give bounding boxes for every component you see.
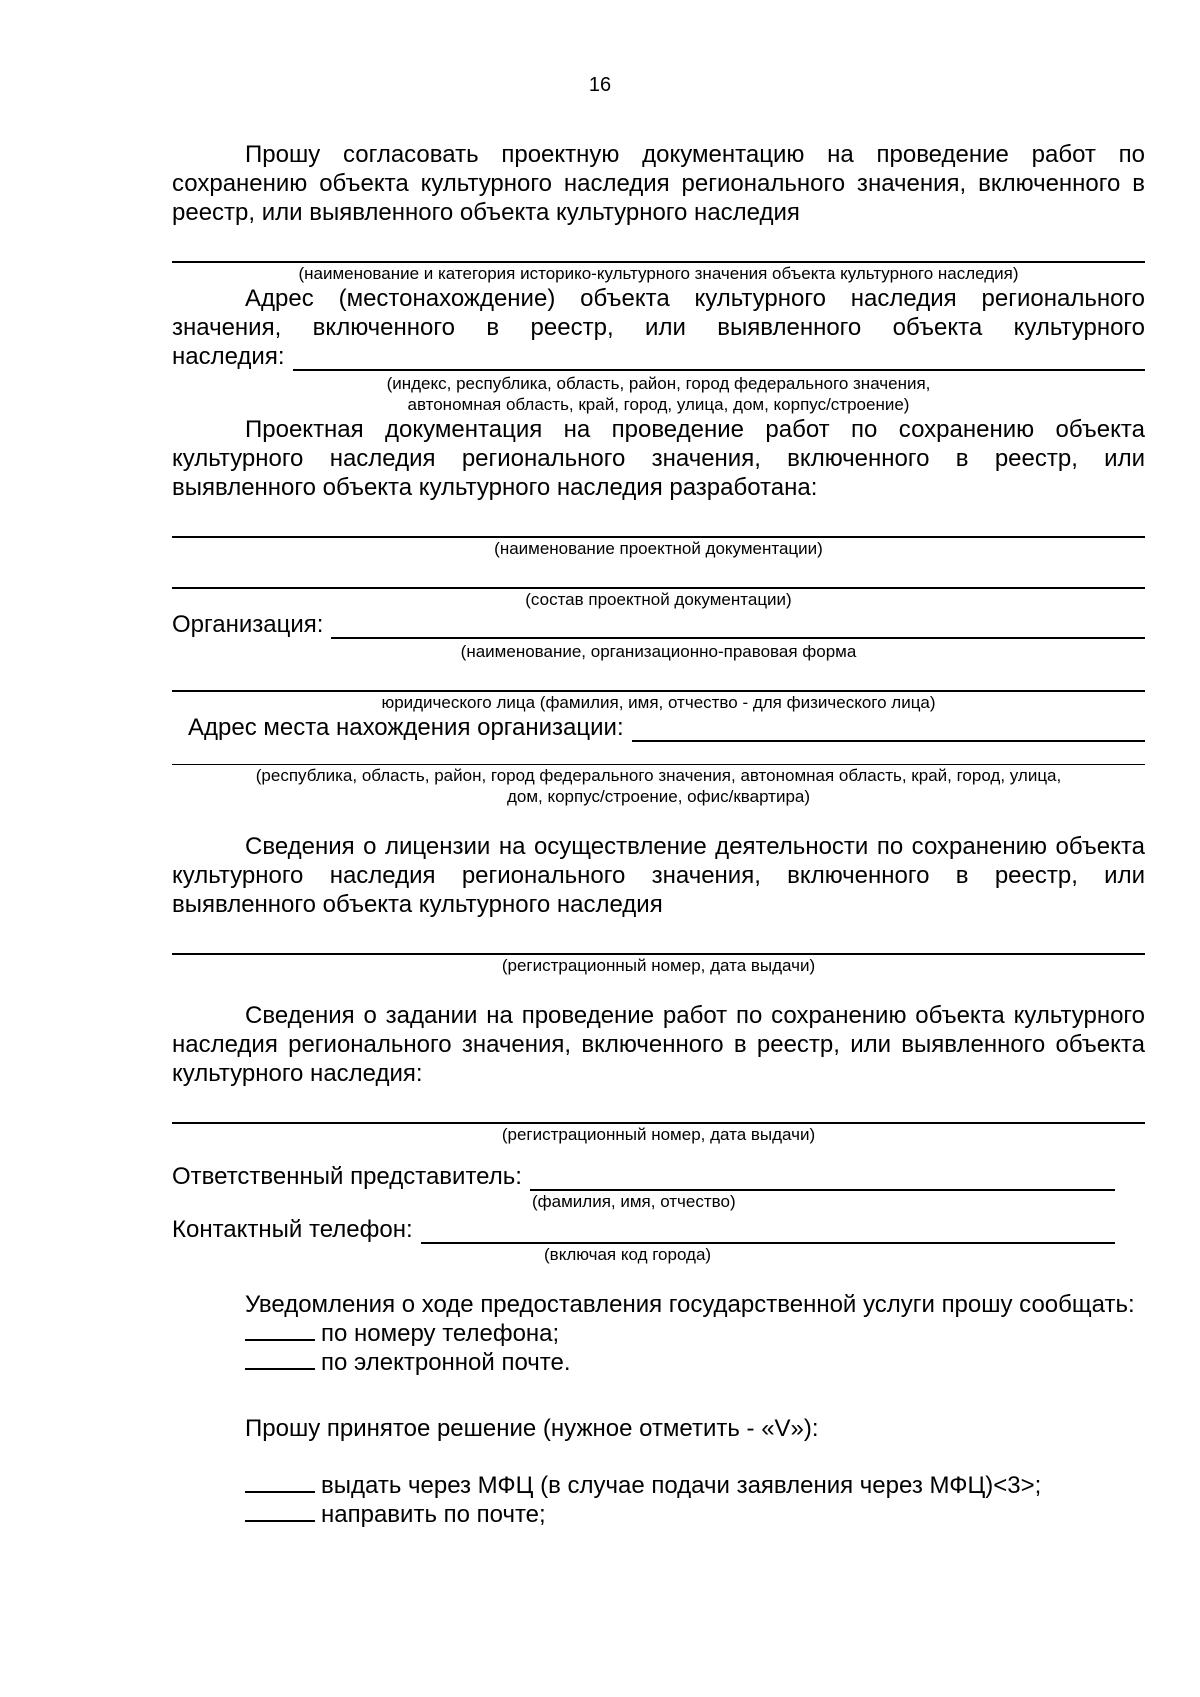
address-line[interactable] [293, 347, 1146, 371]
license-text: Сведения о лицензии на осуществление деятельности по сохранению объекта культурного наследия регионального значения, включенного в реестр, или выявленного объекта культурного наследия [172, 833, 1145, 918]
representative-row [172, 1162, 1145, 1191]
notifications-text: Уведомления о ходе предоставления государственной услуги прошу сообщать: [245, 1291, 1135, 1318]
decision-mail-checkbox[interactable] [245, 1500, 315, 1522]
heritage-object-name-line[interactable] [172, 227, 1145, 263]
decision-mfc-checkbox[interactable] [245, 1471, 315, 1493]
address-label: наследия: [172, 343, 285, 370]
project-docs-composition-line[interactable] [172, 559, 1145, 589]
organization-row [172, 610, 1145, 639]
phone-label: Контактный телефон: [172, 1216, 413, 1243]
task-caption: (регистрационный номер, дата выдачи) [501, 1125, 816, 1144]
representative-line[interactable] [530, 1167, 1115, 1191]
notify-phone-label: по номеру телефона; [321, 1320, 560, 1347]
org-address-label: Адрес места нахождения организации: [188, 714, 624, 741]
address-row [172, 342, 1145, 371]
org-address-row [172, 713, 1145, 742]
decision-mfc-label: выдать через МФЦ (в случае подачи заявления через МФЦ)<3>; [321, 1472, 1042, 1499]
notify-email-label: по электронной почте. [321, 1349, 571, 1376]
org-address-caption-2: дом, корпус/строение, офис/квартира) [506, 787, 811, 806]
license-line[interactable] [172, 919, 1145, 955]
project-docs-name-line[interactable] [172, 502, 1145, 538]
heritage-object-name-caption: (наименование и категория историко-культурного значения объекта культурного наследия) [298, 264, 1019, 283]
page-number: 16 [588, 74, 612, 96]
notify-phone-checkbox[interactable] [245, 1319, 315, 1341]
notify-option-phone [172, 1319, 1145, 1348]
representative-caption: (фамилия, имя, отчество) [532, 1192, 736, 1211]
project-docs-name-caption: (наименование проектной документации) [494, 539, 823, 558]
decision-mail-label: направить по почте; [321, 1501, 546, 1528]
representative-label: Ответственный представитель: [172, 1163, 522, 1190]
notify-email-checkbox[interactable] [245, 1348, 315, 1370]
decision-option-mail [172, 1500, 1145, 1529]
phone-caption: (включая код города) [544, 1245, 712, 1264]
decision-option-mfc [172, 1471, 1145, 1500]
phone-line[interactable] [421, 1220, 1115, 1244]
organization-label: Организация: [172, 611, 324, 638]
address-caption-2: автономная область, край, город, улица, дом, корпус/строение) [407, 395, 910, 414]
organization-caption-1: (наименование, организационно-правовая форма [460, 642, 857, 661]
org-address-line[interactable] [632, 718, 1145, 742]
project-docs-text: Проектная документация на проведение работ по сохранению объекта культурного наследия регионального значения, включенного в реестр, или выявленного объекта культурного наследия разработана: [172, 416, 1145, 501]
organization-line[interactable] [331, 615, 1145, 639]
task-line[interactable] [172, 1088, 1145, 1124]
phone-row [172, 1215, 1145, 1244]
org-address-caption-1: (республика, область, район, город федерального значения, автономная область, край, город, улица, [255, 766, 1062, 785]
task-text: Сведения о задании на проведение работ по сохранению объекта культурного наследия регионального значения, включенного в реестр, или выявленного объекта культурного наследия: [172, 1002, 1145, 1087]
license-caption: (регистрационный номер, дата выдачи) [501, 956, 816, 975]
decision-text: Прошу принятое решение (нужное отметить - «V»): [245, 1415, 819, 1442]
notify-option-email [172, 1348, 1145, 1377]
organization-line-2[interactable] [172, 662, 1145, 692]
application-form [172, 140, 1145, 1529]
org-address-line-2[interactable] [172, 742, 1145, 765]
address-text: Адрес (местонахождение) объекта культурного наследия регионального значения, включенного в реестр, или выявленного объекта культурного [172, 285, 1145, 341]
project-docs-composition-caption: (состав проектной документации) [525, 590, 792, 609]
organization-caption-2: юридического лица (фамилия, имя, отчество - для физического лица) [381, 693, 936, 712]
address-caption-1: (индекс, республика, область, район, город федерального значения, [386, 374, 931, 393]
approval-request-text: Прошу согласовать проектную документацию на проведение работ по сохранению объекта культурного наследия регионального значения, включенного в реестр, или выявленного объекта культурного наследия [172, 141, 1145, 226]
